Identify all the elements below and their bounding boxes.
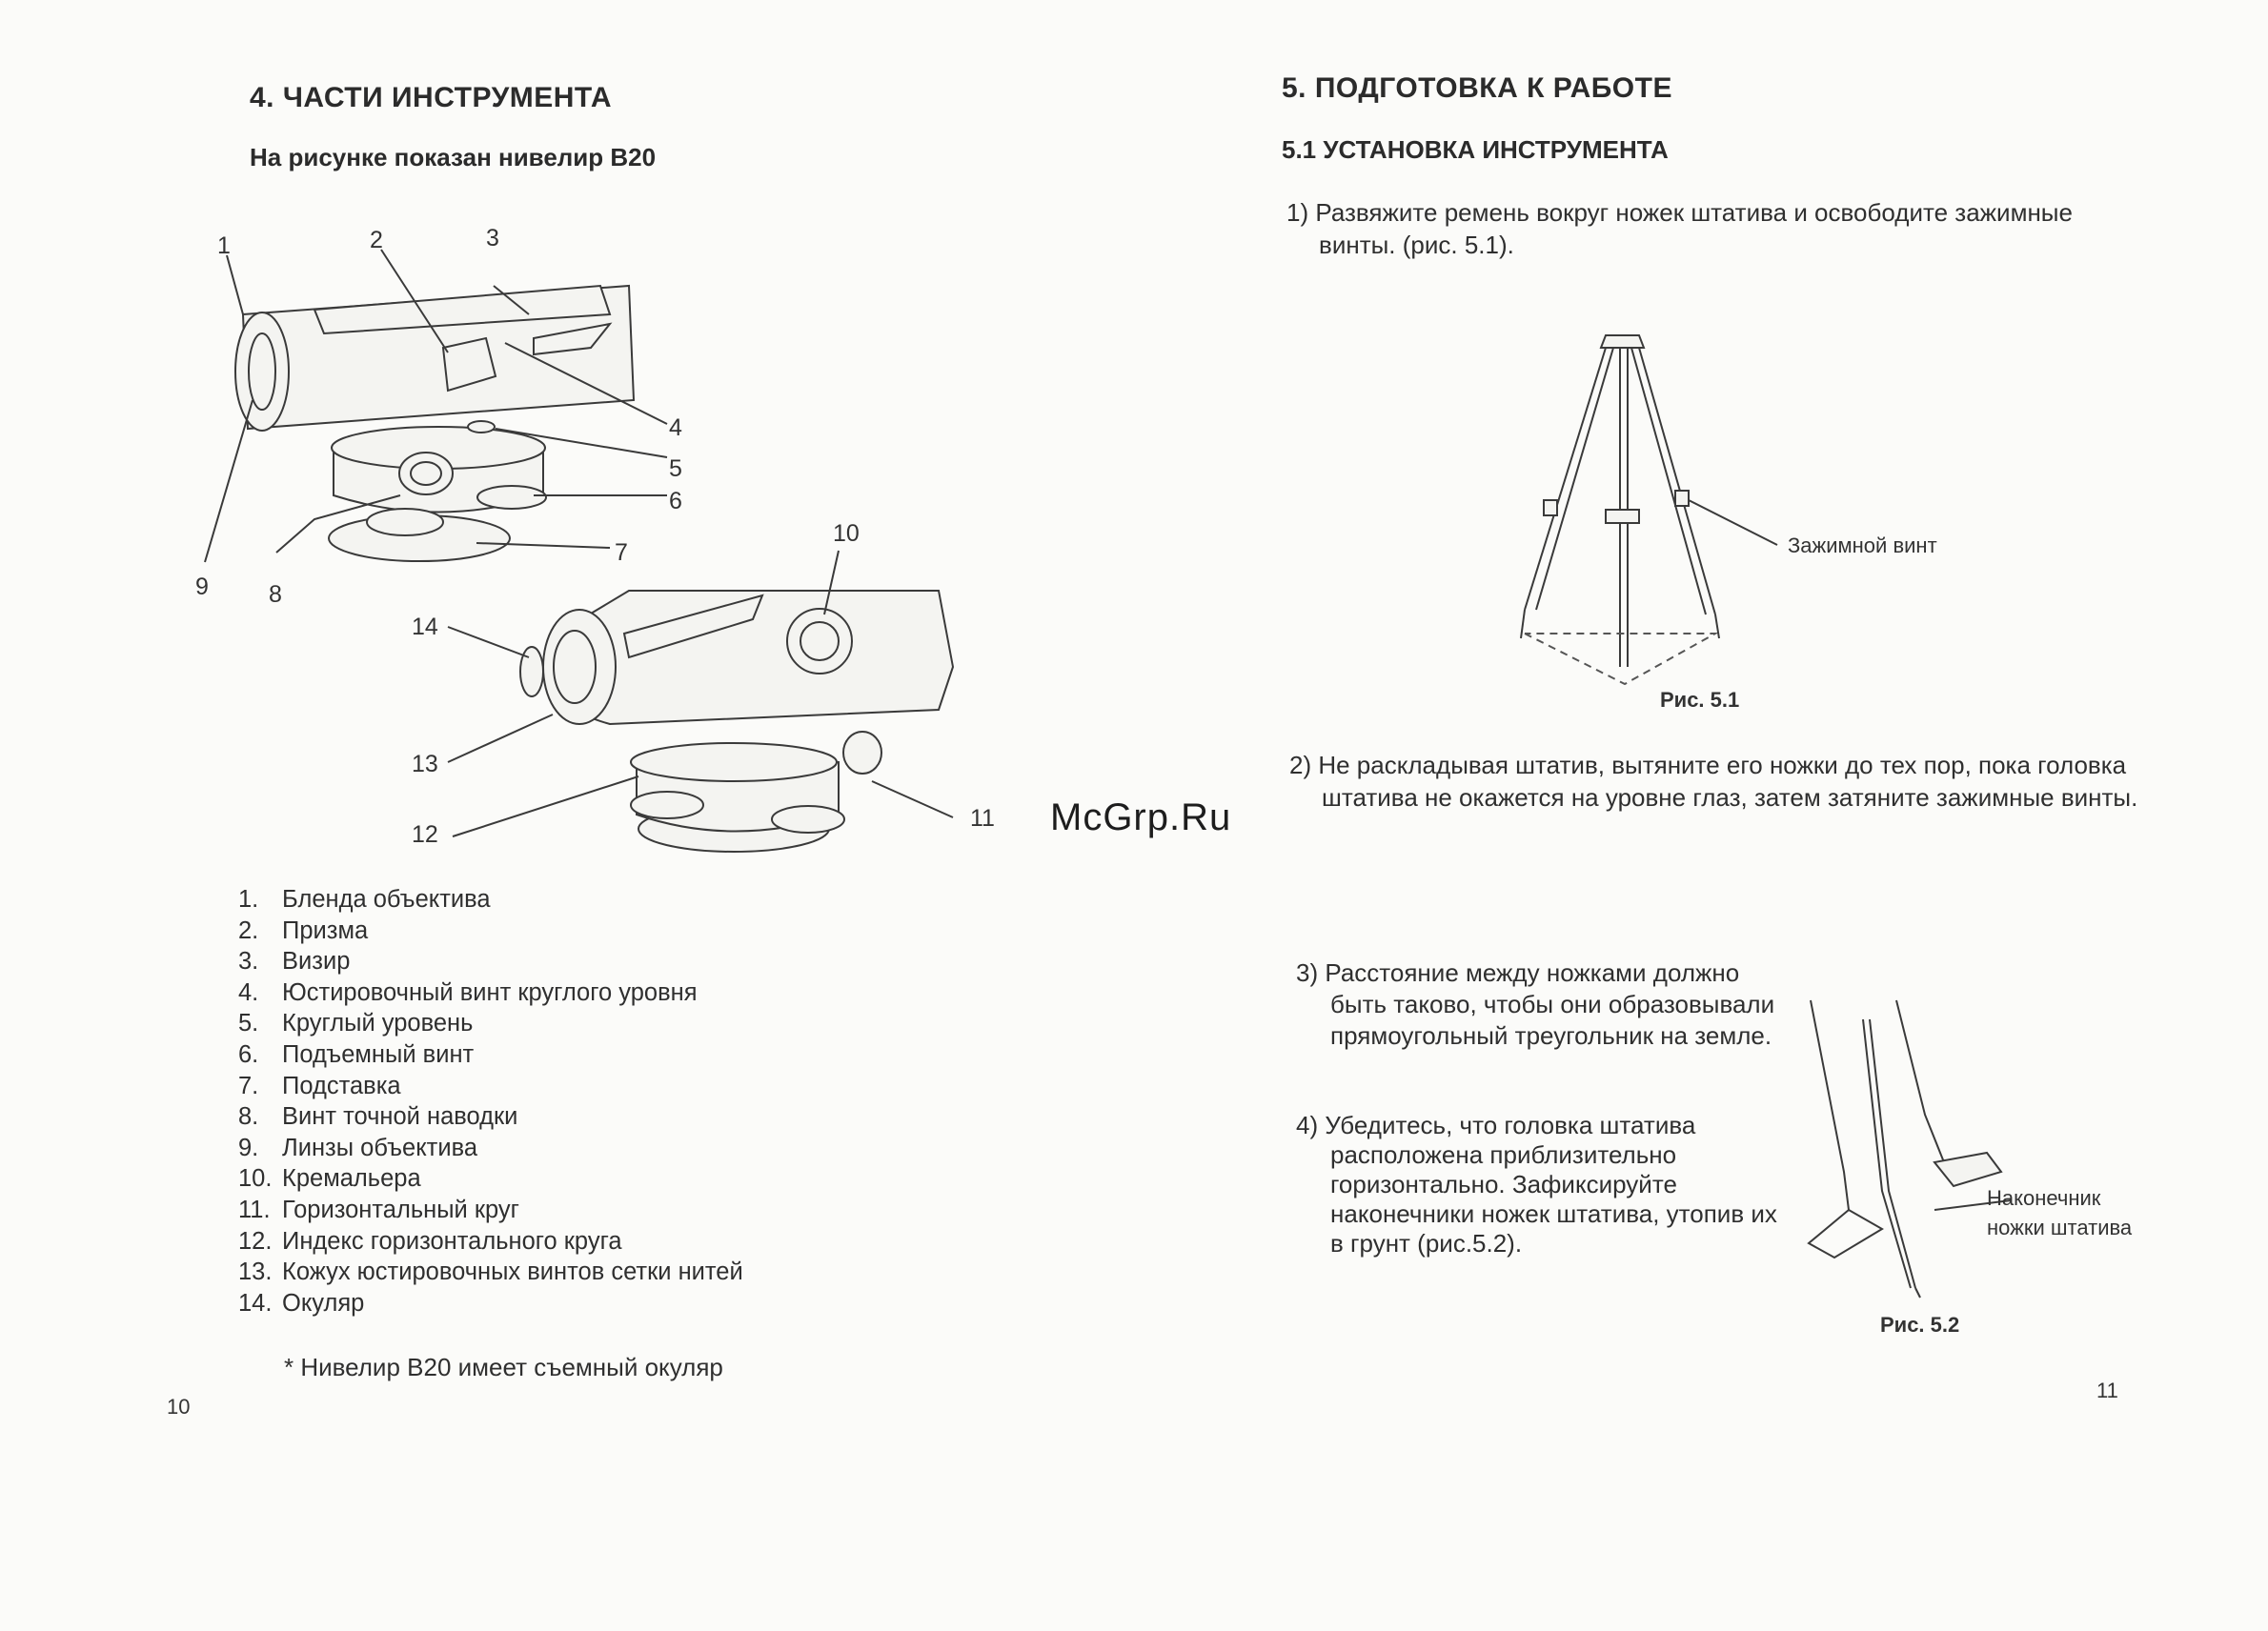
- list-item: 8. Винт точной наводки: [238, 1103, 518, 1131]
- list-item: 7. Подставка: [238, 1072, 401, 1099]
- list-item: 6. Подъемный винт: [238, 1040, 475, 1068]
- fig1-caption: Рис. 5.1: [1660, 688, 1740, 712]
- watermark-text: McGrp.Ru: [1050, 796, 1232, 838]
- callout-12: 12: [412, 821, 438, 848]
- step-2: 2) Не раскладывая штатив, вытяните его ножки до тех пор, пока головка штатива не окажется на уровне глаз, затем затяните зажимные винты.: [1289, 751, 2138, 812]
- level-top-view: [235, 286, 634, 561]
- fig1-clamp-label: Зажимной винт: [1788, 534, 1937, 557]
- list-item: 11. Горизонтальный круг: [238, 1196, 519, 1223]
- list-item: 9. Линзы объектива: [238, 1134, 478, 1161]
- fig2-label-line2: ножки штатива: [1987, 1216, 2133, 1239]
- tripod-figure: [1487, 324, 2058, 686]
- figure-subheading: На рисунке показан нивелир B20: [250, 143, 657, 171]
- callout-1: 1: [217, 232, 231, 259]
- tripod-leg-figure: [1792, 981, 2077, 1296]
- callout-6: 6: [669, 488, 682, 514]
- page-number-right: 11: [2096, 1379, 2118, 1402]
- section-5-heading: 5. ПОДГОТОВКА К РАБОТЕ: [1282, 72, 1672, 104]
- list-item: 1. Бленда объектива: [238, 886, 491, 913]
- callout-13: 13: [412, 751, 438, 777]
- section-5-1-heading: 5.1 УСТАНОВКА ИНСТРУМЕНТА: [1282, 135, 1669, 164]
- fig2-caption: Рис. 5.2: [1880, 1313, 1960, 1337]
- list-item: 3. Визир: [238, 948, 351, 976]
- callout-5: 5: [669, 455, 682, 482]
- page-number-left: 10: [167, 1395, 191, 1419]
- list-item: 5. Круглый уровень: [238, 1010, 474, 1037]
- list-item: 12. Индекс горизонтального круга: [238, 1227, 622, 1255]
- step-1: 1) Развяжите ремень вокруг ножек штатива и освободите зажимные винты. (рис. 5.1).: [1286, 198, 2073, 259]
- list-item: 10. Кремальера: [238, 1165, 421, 1193]
- fig2-label-line1: Наконечник: [1987, 1186, 2101, 1210]
- parts-list: [238, 884, 743, 1319]
- callout-14: 14: [412, 614, 438, 640]
- callout-7: 7: [615, 539, 628, 566]
- instrument-diagram: [0, 0, 1048, 667]
- callout-10: 10: [833, 520, 860, 547]
- step-4: 4) Убедитесь, что головка штатива расположена приблизительно горизонтально. Зафиксируйте наконечники ножек штатива, утопив их в грунт (рис.5.2).: [1296, 1111, 1777, 1258]
- list-item: 13. Кожух юстировочных винтов сетки нитей: [238, 1258, 743, 1286]
- footnote: * Нивелир B20 имеет съемный окуляр: [284, 1353, 723, 1381]
- callout-8: 8: [269, 581, 282, 608]
- callout-11: 11: [970, 805, 995, 832]
- callout-9: 9: [195, 574, 209, 600]
- section-4-heading: 4. ЧАСТИ ИНСТРУМЕНТА: [250, 82, 613, 113]
- list-item: 2. Призма: [238, 916, 369, 944]
- callout-3: 3: [486, 225, 499, 252]
- callout-4: 4: [669, 414, 682, 441]
- list-item: 14. Окуляр: [238, 1289, 365, 1317]
- step-3: 3) Расстояние между ножками должно быть таково, чтобы они образовывали прямоугольный треугольник на земле.: [1296, 958, 1775, 1050]
- callout-2: 2: [370, 227, 383, 253]
- list-item: 4. Юстировочный винт круглого уровня: [238, 978, 698, 1006]
